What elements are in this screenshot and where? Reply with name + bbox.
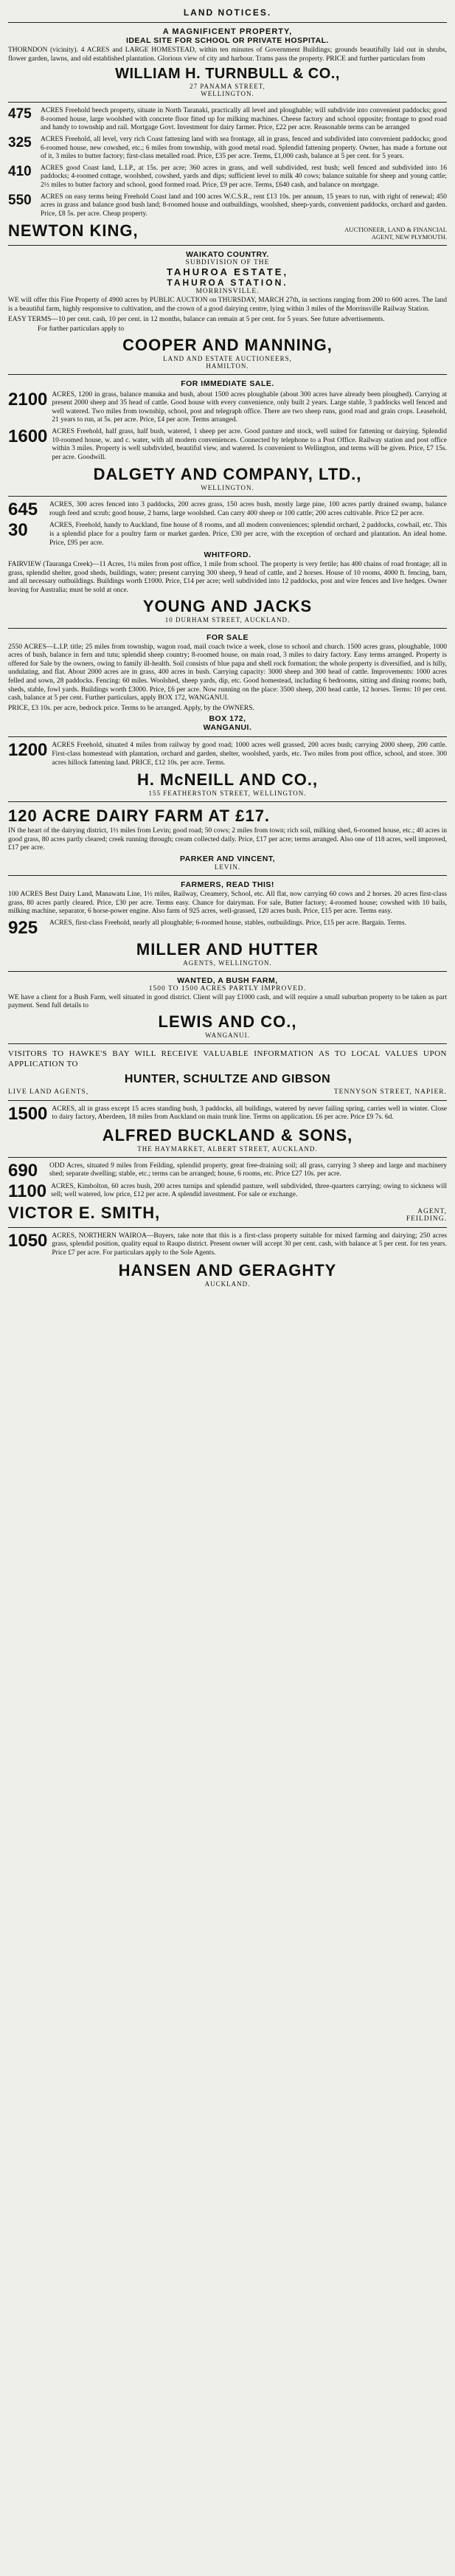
ad-box-172: [8, 633, 447, 733]
lot-acres: 645: [8, 500, 38, 520]
ad-firm: HUNTER, SCHULTZE AND GIBSON: [124, 1072, 331, 1085]
ad-tagline-line: AGENT, NEW PLYMOUTH.: [371, 233, 447, 241]
ad-firm: LEWIS AND CO.,: [158, 1012, 297, 1031]
ad-miller-hutter: [8, 880, 447, 967]
ad-headline: 120 ACRE DAIRY FARM AT £17.: [8, 807, 271, 826]
ad-city: AUCKLAND.: [204, 1280, 251, 1288]
ad-tagline: LIVE LAND AGENTS,: [8, 1088, 89, 1096]
ad-firm: NEWTON KING,: [8, 221, 139, 241]
ad-body: 2550 ACRES—L.I.P. title; 25 miles from township, wagon road, mail coach twice a week, close to school and church. 1500 acres grass, ploughable, 1000 acres of bush, balance in fern and tutu; splendid sheep country; 8-roomed house, on main road, 3 miles to dairy factory. Easy terms arranged. Property is offered for Sale by the owners, owing to family ill-health. Soil consists of blue papa and shell rock formation; the whole property is diversified, and is hilly, undulating, and flat. About 2000 acres are in grass, 400 acres in bush. Carrying capacity: 3000 sheep and 300 head of cattle. Improvements: 1000 acres felled and sown, 28 paddocks. Fencing: 60 miles. Woolshed, sheep yards, dip, etc. Good homestead, including 6 bedrooms, sitting and dining rooms; bath, sheds, stable, fowl yards. Buildings worth £3000. Price, £6 per acre. Now running on the place: 3500 sheep, 200 head cattle, 12 horses. Terms: 10 per cent. cash, balance at 5 per cent. Further particulars, apply BOX 172, WANGANUI.: [8, 643, 447, 702]
divider: [8, 628, 447, 629]
ad-tagline-line: AGENT,: [417, 1207, 447, 1215]
lot-text: ACRES Freehold, all level, very rich Coast fattening land with sea frontage, all in grass, fenced and subdivided into convenient paddocks; good 6-roomed house, new cowshed, etc.; 6 miles from township, with good metal road. Splendid fattening property. Owner, has made a fortune out of it, 3 miles to butter factory; first-class metalled road. Price, £35 per acre. Terms, £1,000 cash, balance at 5 per cent. for 5 years.: [41, 135, 447, 161]
lot-acres: 1500: [8, 1103, 48, 1124]
ad-body: THORNDON (vicinity). 4 ACRES and LARGE HOMESTEAD, within ten minutes of Government Buildings; grounds beautifully laid out in shrubs, flower garden, lawns, and old established plantation. Glorious view of city and harbour. Trams pass the property. PRICE and further particulars from: [8, 46, 447, 63]
ad-newton-king: [8, 107, 447, 241]
estate-station: TAHUROA STATION.: [167, 277, 288, 289]
ad-hansen-geraghty: [8, 1232, 447, 1288]
divider: [8, 1100, 447, 1101]
lot-entry: [8, 1183, 447, 1201]
lot-entry: [8, 1105, 447, 1123]
section-heading: LAND NOTICES.: [183, 7, 272, 18]
lot-acres: 30: [8, 520, 28, 541]
ad-subhead: IDEAL SITE FOR SCHOOL OR PRIVATE HOSPITAL.: [126, 36, 329, 45]
divider: [8, 374, 447, 375]
ad-buckland: [8, 1105, 447, 1153]
lot-entry: [8, 742, 447, 767]
ad-body: VISITORS TO HAWKE'S BAY WILL RECEIVE VALUABLE INFORMATION AS TO LOCAL VALUES UPON APPLICATION TO: [8, 1049, 447, 1068]
lot-entry: [8, 136, 447, 162]
ad-body: IN the heart of the dairying district, 1½ miles from Levin; good road; 50 cows; 2 miles from town; rich soil, milking shed, 6-roomed house, etc.; 40 acres in good grass, 80 acres partly cleared; creek running through; cream collected daily. Price, £17 per acre; terms arranged. Also one of 118 acres, well improved, £17 per acre.: [8, 827, 447, 852]
lot-acres: 1600: [8, 427, 48, 447]
divider: [8, 496, 447, 497]
ad-city: WELLINGTON.: [201, 90, 254, 98]
ad-address: TENNYSON STREET, NAPIER.: [333, 1088, 447, 1096]
divider: [8, 875, 447, 876]
lot-text: ACRES Freehold, situated 4 miles from railway by good road; 1000 acres well grassed, 200 acres bush; carrying 2000 sheep, 200 cattle. First-class homestead with plantation, orchard and garden, shelter, woolshed, yards, etc. Two miles from post office, school, and store. 300 acres hillock fattening land. PRICE, £12 10s. per acre. Terms.: [52, 742, 447, 767]
ad-address: THE HAYMARKET, ALBERT STREET, AUCKLAND.: [137, 1144, 318, 1153]
ad-footer: [8, 1088, 447, 1096]
ad-tagline: [344, 226, 447, 241]
divider: [8, 1227, 447, 1228]
lot-entry: [8, 1162, 447, 1180]
lot-entry: [8, 193, 447, 219]
lot-text: ACRES, 300 acres fenced into 3 paddocks, 200 acres grass, 150 acres bush, mostly large pine, 100 acres partly drained swamp, balance rough feed and scrub; good house, 2 barns, large woolshed. Can carry 400 sheep or 100 cattle; 200 acres cultivable. Price £2 per acre.: [49, 501, 447, 518]
ad-lewis: [8, 976, 447, 1039]
divider: [8, 971, 447, 972]
ad-turnbull: [8, 27, 447, 97]
divider: [8, 102, 447, 103]
ad-city: WELLINGTON.: [201, 484, 254, 492]
ad-box-number: BOX 172,: [209, 714, 246, 724]
lot-text: ACRES, 1200 in grass, balance manuka and bush, about 1500 acres ploughable (about 300 acres have already been ploughed). Carrying at present 2000 sheep and 35 head of cattle. Good house with every convenience, only built 2 years. Large stable, 3 paddocks well fenced and well watered. Two miles from township, school, post and telegraph office. There are two sheep runs, good road and grain crops. Leasehold, 21 years to run, at 5s. per acre. Price, £4 per acre. Terms arranged.: [52, 390, 447, 424]
lot-acres: 1100: [8, 1181, 47, 1201]
estate-name: TAHUROA ESTATE,: [166, 266, 289, 278]
ad-body: WE have a client for a Bush Farm, well situated in good district. Client will pay £1000 cash, and will require a small suburban property to be taken as part payment. Send full details to: [8, 993, 447, 1010]
ad-subhead: WHITFORD.: [204, 550, 251, 560]
lot-text: ACRES Freehold beech property, situate in North Taranaki, practically all level and ploughable; will subdivide into convenient paddocks; good 8-roomed house, large woolshed with concrete floor fitted up for milking machines. Cheese factory and school opposite; frontage to good road and handy to township and rail. Mortgage Govt. Investment for dairy farmer. Price, £22 per acre. Reasonable terms can be arranged: [41, 107, 447, 132]
ad-young-jacks: [8, 501, 447, 623]
divider: [8, 245, 447, 246]
lot-acres: 2100: [8, 389, 48, 410]
ad-tagline: LAND AND ESTATE AUCTIONEERS,: [163, 354, 292, 362]
ad-tagline-line: AUCTIONEER, LAND & FINANCIAL: [344, 226, 447, 234]
ad-headline: WAIKATO COUNTRY.: [186, 250, 269, 260]
ad-body: WE will offer this Fine Property of 4900 acres by PUBLIC AUCTION on THURSDAY, MARCH 27th, in sections ranging from 200 to 600 acres. The land is a beautiful farm, highly responsive to cultivation, and the crown of a good dairying centre, lying within 3 miles of the Morrinsville Railway Station.: [8, 297, 447, 313]
ad-headline: FOR SALE: [206, 632, 249, 642]
lot-entry: [8, 919, 447, 937]
ad-dalgety: [8, 379, 447, 492]
lot-acres: 550: [8, 192, 32, 208]
ad-body: FAIRVIEW (Tauranga Creek)—11 Acres, 1¼ miles from post office, 1 mile from school. The property is very fertile; has 400 chains of road frontage; all in grass, splendid shelter, good sheds, buildings, water; present carrying 300 sheep, 9 head of cattle, and 2 horses. House of 10 rooms, 4000 ft. fencing, barn, and all necessary outbuildings. Buildings worth £1000. Price, £14 per acre; well subdivided into 12 paddocks, post and wire fences and live hedges. Owner leaving for Australia; must be sold at once.: [8, 561, 447, 594]
newspaper-page: [8, 0, 447, 1288]
lot-entry: [8, 165, 447, 190]
ad-terms: EASY TERMS—10 per cent. cash, 10 per cent. in 12 months, balance can remain at 5 per cent. for 5 years. See future advertisements.: [8, 315, 385, 323]
lot-entry: [8, 522, 447, 548]
ad-address: 27 PANAMA STREET,: [190, 83, 265, 91]
ad-tagline: [406, 1208, 447, 1223]
lot-text: ACRES Freehold, half grass, half bush, watered, 1 sheep per acre. Good pasture and stock, well suited for fattening or dairying. Splendid 10-roomed house, w. and c. water, with all modern conveniences. Connected by telephone to a Post Office. Railway station and post office within 3 miles. Property is well subdivided, beautiful view, and watered. Is convenient to Wellington, and terms will be given. Price, £7 15s. per acre. Goodwill.: [52, 428, 447, 461]
lot-text: ACRES, NORTHERN WAIROA—Buyers, take note that this is a first-class property suitable for mixed farming and dairying; 250 acres grass, splendid position, quality equal to Raupo district. Present owner will accept 30 per cent. cash, with balance at 5 per cent. for ten years. Price £7 per acre. For particulars apply to the Sole Agents.: [52, 1232, 447, 1257]
lot-acres: 690: [8, 1160, 38, 1181]
divider: [8, 801, 447, 802]
ad-headline: WANTED, A BUSH FARM,: [177, 976, 278, 985]
ad-tagline: AGENTS, WELLINGTON.: [183, 959, 272, 967]
ad-city: WANGANUI.: [205, 1031, 250, 1039]
lot-acres: 1200: [8, 740, 48, 761]
lot-text: ACRES good Coast land, L.I.P., at 15s. per acre; 360 acres in grass, and well subdivided, rest bush; well fenced and subdivided into 16 paddocks; 4-roomed cottage, woolshed, cowshed, yards and dips; sufficient level to milk 40 cows; balance suitable for sheep and young cattle; 2½ miles to butter factory and school, good formed road. Price, £9 per acre. Terms, £640 cash, and balance on mortgage.: [41, 164, 447, 189]
ad-footer: [8, 221, 447, 241]
lot-acres: 410: [8, 163, 32, 179]
ad-body: 100 ACRES Best Dairy Land, Manawatu Line, 1½ miles, Railway, Creamery, School, etc. All flat, now carrying 60 cows and 2 horses. 20 acres first-class grass, 80 acres partly cleared. Price, £30 per acre. Terms easy. Chance for dairyman. For sale, Butter factory; 4-roomed house; cowshed with 10 bails, milking machine, separator, 6 horse-power engine. Also farm of 925 acres, well-grassed, 120 acres bush. Price, £15 per acre. Terms easy.: [8, 890, 447, 916]
lot-entry: [8, 428, 447, 462]
lot-text: ACRES, Freehold, handy to Auckland, fine house of 8 rooms, and all modern conveniences; splendid orchard, 2 paddocks, cowbail, etc. This is a splendid place for a poultry farm or market garden. Price, £30 per acre, with the exception of orchard and plantation. An ideal home. Price, £95 per acre.: [49, 522, 447, 547]
divider: [8, 736, 447, 737]
ad-headline: FARMERS, READ THIS!: [181, 880, 274, 889]
ad-firm: HANSEN AND GERAGHTY: [118, 1260, 337, 1280]
ad-city: HAMILTON.: [206, 362, 249, 370]
lot-entry: [8, 501, 447, 519]
lot-acres: 475: [8, 106, 32, 122]
ad-hunter: [8, 1049, 447, 1096]
ad-place: MORRINSVILLE.: [195, 288, 260, 296]
ad-firm: VICTOR E. SMITH,: [8, 1203, 161, 1222]
ad-address: 155 FEATHERSTON STREET, WELLINGTON.: [148, 790, 307, 798]
ad-cooper-manning: [8, 250, 447, 369]
lot-text: ODD Acres, situated 9 miles from Feilding, splendid property, great free-draining soil; all grass, carrying 3 sheep and large and machinery shed; separate dwelling; stable, etc.; terms can be arranged; house, 6 rooms, etc. Price £27 10s. per acre.: [49, 1161, 447, 1178]
ad-mcneill: [8, 742, 447, 797]
ad-subhead: SUBDIVISION OF THE: [185, 259, 270, 267]
ad-headline: A MAGNIFICENT PROPERTY,: [162, 27, 293, 36]
ad-firm: DALGETY AND COMPANY, LTD.,: [93, 465, 362, 484]
ad-victor-smith: [8, 1162, 447, 1223]
lot-text: ACRES, first-class Freehold, nearly all ploughable; 6-roomed house, stables, outbuildings. Price, £15 per acre. Bargain. Terms.: [49, 919, 406, 927]
ad-firm: H. McNEILL AND CO.,: [136, 770, 319, 790]
divider: [8, 1043, 447, 1044]
ad-footer: [8, 1204, 447, 1223]
lot-text: ACRES on easy terms being Freehold Coast land and 100 acres W.C.S.R., rent £13 10s. per annum, 15 years to run, with right of renewal; 450 acres in grass and balance good bush land; 8-roomed house and outbuildings, woolshed, sheep-yards, convenient paddocks, orchard and garden. Price, £8 5s. per acre. Cheap property.: [41, 193, 447, 218]
ad-city: LEVIN.: [214, 863, 241, 871]
ad-firm: YOUNG AND JACKS: [142, 596, 313, 615]
divider: [8, 22, 447, 23]
ad-subhead: 1500 TO 1500 ACRES PARTLY IMPROVED.: [148, 984, 307, 992]
ad-parker-vincent: [8, 807, 447, 871]
ad-firm: ALFRED BUCKLAND & SONS,: [102, 1125, 353, 1144]
ad-city: WANGANUI.: [203, 723, 252, 733]
lot-acres: 325: [8, 134, 32, 151]
ad-firm: WILLIAM H. TURNBULL & CO.,: [115, 66, 340, 83]
ad-firm: COOPER AND MANNING,: [122, 335, 333, 354]
ad-city: FEILDING.: [406, 1215, 447, 1223]
ad-firm: PARKER AND VINCENT,: [179, 854, 276, 863]
ad-address: 10 DURHAM STREET, AUCKLAND.: [164, 615, 291, 624]
ad-price: PRICE, £3 10s. per acre, bedrock price. Terms to be arranged. Apply, by the OWNERS.: [8, 704, 254, 712]
lot-acres: 925: [8, 917, 38, 938]
lot-text: ACRES, Kimbolton, 60 acres bush, 200 acres turnips and splendid pasture, well subdivided, three-quarters carrying; owing to sickness will sell; well watered, low price, £12 per acre. A splendid investment. For sale or exchange.: [51, 1182, 447, 1199]
divider: [8, 1157, 447, 1158]
lot-entry: [8, 391, 447, 425]
ad-headline: FOR IMMEDIATE SALE.: [181, 379, 274, 388]
lot-entry: [8, 1232, 447, 1258]
lot-text: ACRES, all in grass except 15 acres standing bush, 3 paddocks, all buildings, watered by never failing spring, carries well in winter. Close to dairy factory, Aberdeen, 18 miles from Auckland on main trunk line. Terms on application. £6 per acre. Price £9 7s. 6d.: [52, 1105, 447, 1122]
ad-further: For further particulars apply to: [38, 325, 125, 334]
lot-acres: 1050: [8, 1230, 48, 1251]
lot-entry: [8, 107, 447, 133]
ad-firm: MILLER AND HUTTER: [136, 939, 319, 959]
